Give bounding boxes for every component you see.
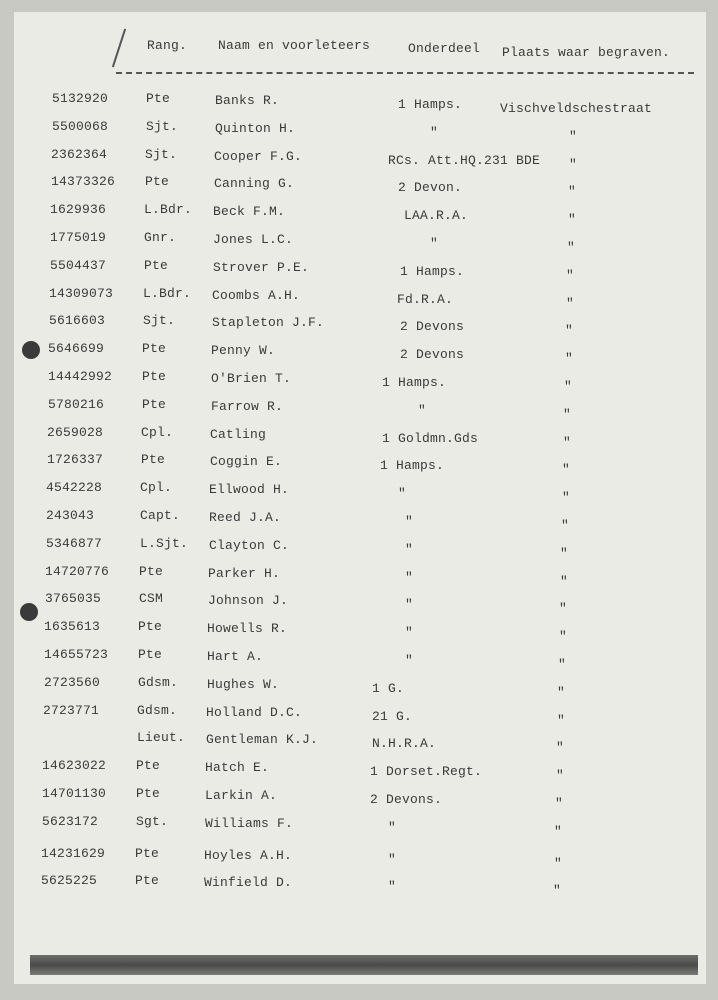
name: Ellwood H. [209, 482, 290, 498]
unit: " [430, 124, 439, 140]
table-row [0, 424, 718, 450]
table-row [0, 535, 718, 561]
table-row [0, 257, 718, 283]
service-number: 14231629 [41, 845, 106, 861]
name: Reed J.A. [209, 510, 282, 525]
rank: Pte [142, 369, 167, 384]
name: Farrow R. [211, 398, 284, 414]
rank: Pte [138, 619, 163, 635]
burial-place: " [556, 740, 565, 756]
name: Hart A. [207, 649, 264, 664]
burial-place: " [567, 240, 576, 255]
rank: Sjt. [145, 146, 178, 162]
table-row [0, 873, 718, 899]
burial-place: " [555, 796, 564, 811]
burial-place: " [560, 573, 569, 589]
unit: " [405, 569, 414, 585]
burial-place: " [565, 351, 574, 367]
burial-place: " [569, 156, 578, 172]
rank: Cpl. [141, 424, 174, 440]
service-number: 2362364 [51, 146, 108, 162]
burial-place: " [566, 295, 575, 311]
service-number: 14720776 [45, 563, 110, 579]
rank: Sjt. [146, 118, 179, 134]
table-row [0, 341, 718, 367]
service-number: 14442992 [48, 369, 113, 384]
rank: Pte [135, 845, 160, 861]
rank: Pte [138, 647, 163, 662]
table-row [0, 452, 718, 478]
table-row [0, 647, 718, 672]
service-number: 2723771 [43, 702, 100, 718]
table-row [0, 396, 718, 422]
service-number: 1629936 [50, 202, 107, 218]
name: Quinton H. [215, 120, 296, 136]
table-row [0, 508, 718, 533]
rank: Gdsm. [138, 674, 179, 690]
unit: 1 Hamps. [380, 458, 445, 474]
rank: Cpl. [140, 480, 173, 496]
rank: Capt. [140, 508, 181, 523]
name: Catling [210, 426, 267, 442]
rank: Gdsm. [137, 702, 178, 718]
header-divider [116, 72, 694, 74]
name: Coombs A.H. [212, 287, 301, 303]
header-unit: Onderdeel [408, 41, 481, 56]
burial-place: " [556, 768, 565, 784]
service-number: 14309073 [49, 285, 114, 301]
service-number: 5623172 [42, 813, 99, 829]
unit: LAA.R.A. [404, 208, 469, 224]
table-row [0, 369, 718, 394]
burial-place: " [557, 684, 566, 700]
table-row [0, 591, 718, 617]
table-row [0, 202, 718, 228]
punch-hole [20, 603, 38, 621]
table-row [0, 786, 718, 811]
service-number: 5625225 [41, 873, 98, 889]
burial-place: " [558, 657, 567, 672]
rank: Pte [135, 873, 160, 889]
service-number: 14623022 [42, 758, 107, 774]
unit: 21 G. [372, 708, 413, 724]
burial-place: " [563, 434, 572, 450]
rank: Pte [141, 452, 166, 468]
unit: " [405, 653, 414, 668]
table-row [0, 230, 718, 255]
burial-place: " [554, 823, 563, 839]
rank: L.Bdr. [144, 202, 193, 218]
service-number: 243043 [46, 508, 95, 523]
name: Hatch E. [205, 760, 270, 776]
header-place: Plaats waar begraven. [502, 45, 671, 60]
service-number: 5346877 [46, 535, 103, 551]
service-number: 5646699 [48, 341, 105, 357]
table-row [0, 758, 718, 784]
burial-place: " [565, 323, 574, 339]
table-row [0, 146, 718, 172]
service-number: 1635613 [44, 619, 101, 635]
burial-place: " [554, 855, 563, 871]
name: Clayton C. [209, 537, 290, 553]
name: Penny W. [211, 343, 276, 359]
name: Larkin A. [205, 788, 278, 803]
name: Canning G. [214, 176, 295, 192]
punch-hole [22, 341, 40, 359]
name: Holland D.C. [206, 704, 303, 720]
name: Johnson J. [208, 593, 289, 609]
burial-place: " [560, 545, 569, 561]
table-row [0, 730, 718, 756]
name: Winfield D. [204, 875, 293, 891]
table-row [0, 285, 718, 311]
service-number: 5500068 [52, 118, 109, 134]
service-number: 1726337 [47, 452, 104, 468]
unit: 1 Hamps. [400, 263, 465, 279]
burial-place: " [563, 406, 572, 422]
service-number: 3765035 [45, 591, 102, 607]
service-number: 5132920 [52, 91, 109, 106]
unit: 2 Devons. [370, 792, 443, 807]
name: Coggin E. [210, 454, 283, 470]
service-number: 5616603 [49, 313, 106, 329]
table-row [0, 174, 718, 200]
unit: Fd.R.A. [397, 291, 454, 307]
unit: 2 Devons [400, 347, 465, 363]
table-row [0, 813, 718, 839]
burial-place: " [559, 601, 568, 617]
service-number: 2723560 [44, 674, 101, 690]
name: Gentleman K.J. [206, 732, 319, 748]
rank: L.Bdr. [143, 285, 192, 301]
rank: Sjt. [143, 313, 176, 329]
unit: N.H.R.A. [372, 736, 437, 752]
table-row [0, 313, 718, 339]
rank: Pte [142, 341, 167, 357]
burial-place: " [566, 267, 575, 283]
burial-place: " [568, 212, 577, 228]
unit: " [430, 236, 439, 251]
rank: L.Sjt. [140, 535, 189, 551]
name: Banks R. [215, 93, 280, 108]
burial-place: " [562, 490, 571, 506]
unit: " [388, 879, 397, 895]
service-number: 14701130 [42, 786, 107, 801]
unit: " [388, 819, 397, 835]
service-number: 14373326 [51, 174, 116, 190]
unit: " [398, 486, 407, 502]
unit: RCs. Att.HQ.231 BDE [388, 152, 541, 168]
name: Williams F. [205, 815, 294, 831]
burial-place: Vischveldschestraat [500, 101, 653, 116]
name: Strover P.E. [213, 259, 310, 275]
burial-place: " [568, 184, 577, 200]
burial-place: " [557, 712, 566, 728]
name: Hoyles A.H. [204, 847, 293, 863]
rank: Pte [145, 174, 170, 190]
name: Stapleton J.F. [212, 315, 325, 331]
table-row [0, 480, 718, 506]
scan-edge [30, 955, 698, 975]
burial-place: " [553, 883, 562, 899]
service-number: 5504437 [50, 257, 107, 273]
rank: Pte [136, 758, 161, 774]
unit: " [405, 514, 414, 529]
table-row [0, 702, 718, 728]
table-row [0, 619, 718, 645]
table-row [0, 91, 718, 116]
unit: " [388, 851, 397, 867]
rank: Pte [139, 563, 164, 579]
unit: 2 Devon. [398, 180, 463, 196]
service-number: 2659028 [47, 424, 104, 440]
name: Cooper F.G. [214, 148, 303, 164]
rank: Pte [142, 396, 167, 412]
service-number: 5780216 [48, 396, 105, 412]
unit: 1 Goldmn.Gds [382, 430, 479, 446]
service-number: 4542228 [46, 480, 103, 496]
burial-place: " [569, 128, 578, 144]
service-number: 1775019 [50, 230, 107, 245]
table-row [0, 674, 718, 700]
table-row [0, 563, 718, 589]
unit: " [405, 625, 414, 641]
unit: " [405, 541, 414, 557]
unit: 1 Hamps. [398, 97, 463, 112]
name: Hughes W. [207, 676, 280, 692]
unit: 2 Devons [400, 319, 465, 335]
rank: Gnr. [144, 230, 177, 245]
table-row [0, 845, 718, 871]
unit: 1 Hamps. [382, 375, 447, 390]
service-number: 14655723 [44, 647, 109, 662]
burial-place: " [561, 518, 570, 533]
rank: Lieut. [137, 730, 186, 746]
name: Howells R. [207, 621, 288, 637]
rank: CSM [139, 591, 164, 607]
name: Parker H. [208, 565, 281, 581]
rank: Pte [146, 91, 171, 106]
unit: " [405, 597, 414, 613]
name: Jones L.C. [213, 232, 294, 247]
name: Beck F.M. [213, 204, 286, 220]
table-row [0, 118, 718, 144]
rank: Pte [136, 786, 161, 801]
unit: 1 G. [372, 680, 405, 696]
unit: 1 Dorset.Regt. [370, 764, 483, 780]
rank: Sgt. [136, 813, 169, 829]
header-rank: Rang. [147, 38, 188, 53]
burial-place: " [559, 629, 568, 645]
header-name: Naam en voorleteers [218, 38, 371, 53]
unit: " [418, 402, 427, 418]
burial-place: " [564, 379, 573, 394]
rank: Pte [144, 257, 169, 273]
burial-place: " [562, 462, 571, 478]
name: O'Brien T. [211, 371, 292, 386]
